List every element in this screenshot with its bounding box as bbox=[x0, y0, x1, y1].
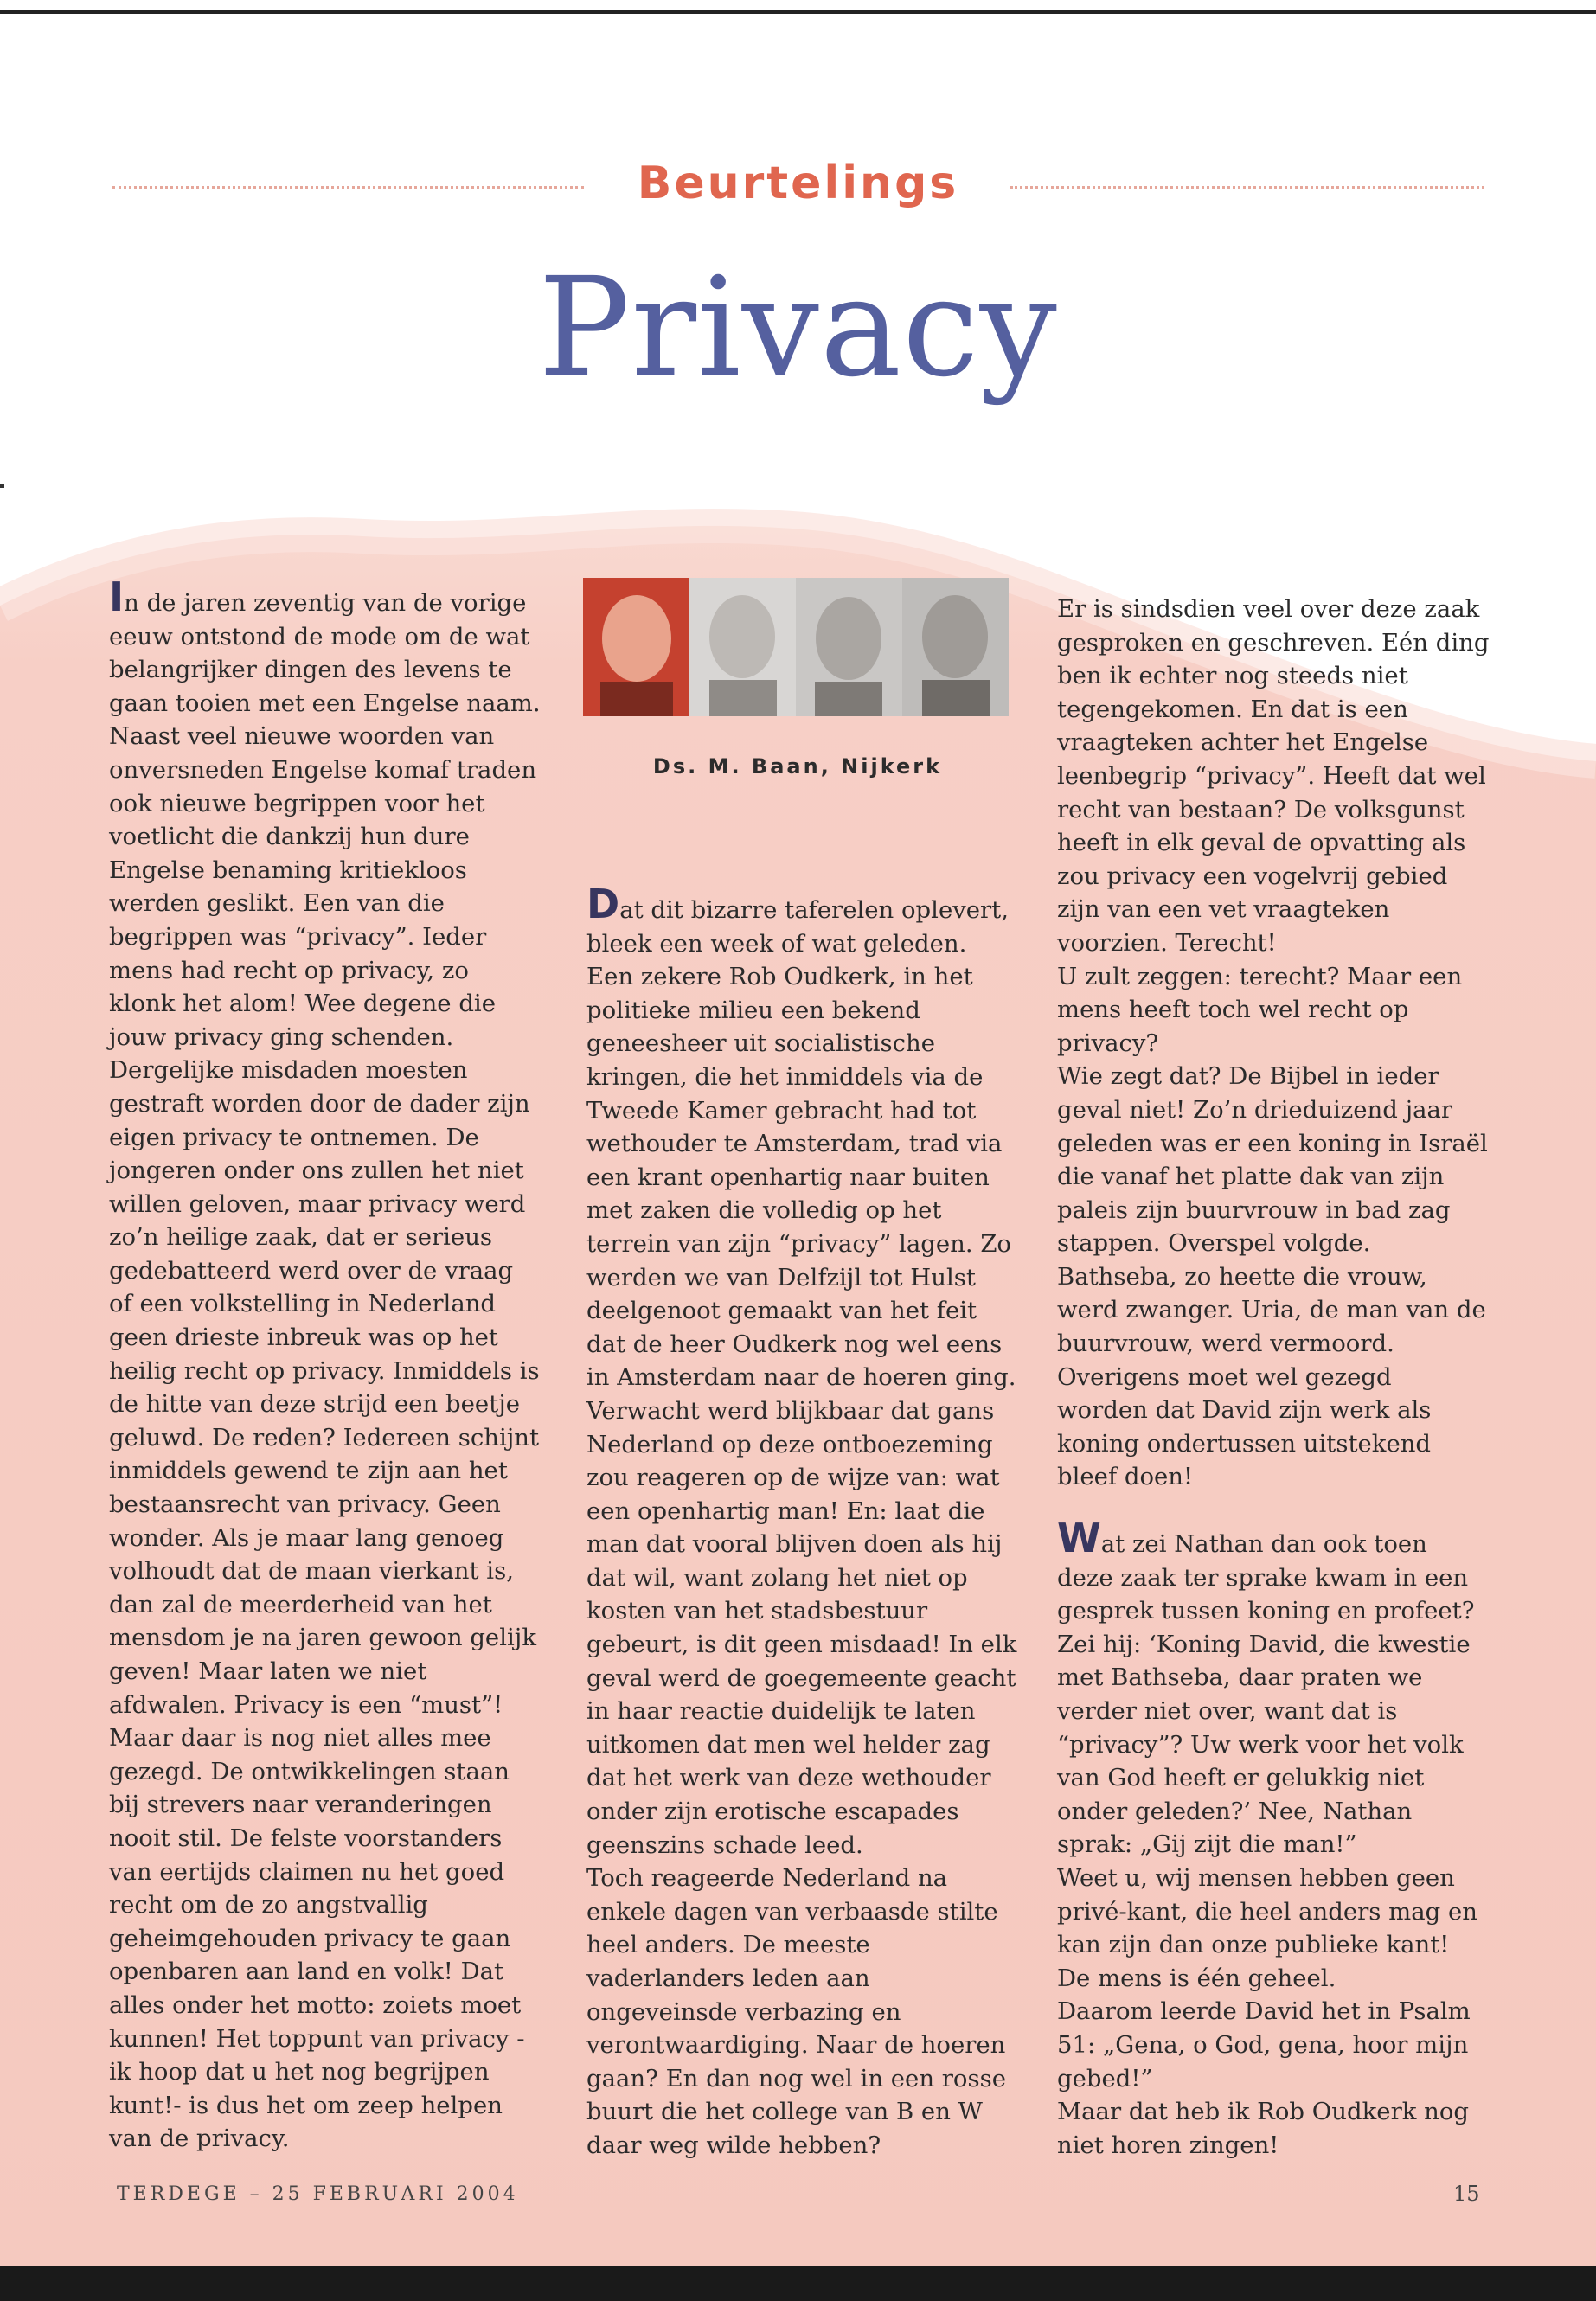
portrait-1 bbox=[583, 578, 689, 716]
paragraph-text: at zei Nathan dan ook toen deze zaak ter sprake kwam in een gesprek tussen koning en profeet? Zei hij: ‘Koning David, die kwestie met Bathseba, daar praten we verder niet over, want dat is “privacy”? Uw werk voor het volk van God heeft er gelukkig niet onder geleden?’ Nee, Nathan sprak: „Gij zijt die man!” bbox=[1057, 1530, 1475, 1859]
paragraph: U zult zeggen: terecht? Maar een mens heeft toch wel recht op privacy? bbox=[1057, 962, 1463, 1057]
paragraph bbox=[1057, 1515, 1490, 1862]
paragraph: Maar dat heb ik Rob Oudkerk nog niet horen zingen! bbox=[1057, 2098, 1469, 2159]
article-column-1 bbox=[109, 574, 542, 2156]
article-title: Privacy bbox=[538, 248, 1058, 407]
article-column-3 bbox=[1057, 593, 1490, 2162]
byline: Ds. M. Baan, Nijkerk bbox=[652, 754, 943, 779]
paragraph: Er is sindsdien veel over deze zaak gesproken en geschreven. Eén ding ben ik echter nog steeds niet tegengekomen. En dat is een vraagteken achter het Engelse leenbegrip “privacy”. Heeft dat wel recht van bestaan? De volksgunst heeft in elk geval de opvatting als zou privacy een vogelvrij gebied zijn van een vet vraagteken voorzien. Terecht! bbox=[1057, 595, 1490, 957]
author-portraits bbox=[583, 578, 1009, 716]
dropcap: W bbox=[1057, 1515, 1101, 1562]
article-column-2 bbox=[586, 881, 1019, 2163]
paragraph: Daarom leerde David het in Psalm 51: „Gena, o God, gena, hoor mijn gebed!” bbox=[1057, 1997, 1471, 2093]
portrait-4 bbox=[902, 578, 1009, 716]
paragraph-text: n de jaren zeventig van de vorige eeuw ontstond de mode om de wat belangrijker dingen des levens te gaan tooien met een Engelse naam. Naast veel nieuwe woorden van onversneden Engelse komaf traden ook nieuwe begrippen voor het voetlicht die dankzij hun dure Engelse benaming kritiekloos werden geslikt. Een van die begrippen was “privacy”. Ieder mens had recht op privacy, zo klonk het alom! Wee degene die jouw privacy ging schenden. Dergelijke misdaden moesten gestraft worden door de dader zijn eigen privacy te ontnemen. De jongeren onder ons zullen het niet willen geloven, maar privacy werd zo’n heilige zaak, dat er serieus gedebatteerd werd over de vraag of een volkstelling in Nederland geen drieste inbreuk was op het heilig recht op privacy. Inmiddels is de hitte van deze strijd een beetje geluwd. De reden? Iedereen schijnt inmiddels gewend te zijn aan het bestaansrecht van privacy. Geen wonder. Als je maar lang genoeg volhoudt dat de maan vierkant is, dan zal de meerderheid van het mensdom je na jaren gewoon gelijk geven! Maar laten we niet afdwalen. Privacy is een “must”! Maar daar is nog niet alles mee gezegd. De ontwikkelingen staan bij strevers naar veranderingen nooit stil. De felste voorstanders van eertijds claimen nu het goed recht om de zo angstvallig geheimgehouden privacy te gaan openbaren aan land en volk! Dat alles onder het motto: zoiets moet kunnen! Het toppunt van privacy -ik hoop dat u het nog begrijpen kunt!- is dus het om zeep helpen van de privacy. bbox=[109, 589, 541, 2153]
scan-edge-mark bbox=[0, 484, 4, 488]
footer-publication: TERDEGE – 25 FEBRUARI 2004 bbox=[117, 2183, 519, 2205]
paragraph bbox=[586, 881, 1019, 1862]
paragraph-text: at dit bizarre taferelen oplevert, bleek een week of wat geleden. Een zekere Rob Oudkerk, in het politieke milieu een bekend geneesheer uit socialistische kringen, die het inmiddels via de Tweede Kamer gebracht had tot wethouder te Amsterdam, trad via een krant openhartig naar buiten met zaken die volledig op het terrein van zijn “privacy” lagen. Zo werden we van Delfzijl tot Hulst deelgenoot gemaakt van het feit dat de heer Oudkerk nog wel eens in Amsterdam naar de hoeren ging. Verwacht werd blijkbaar dat gans Nederland op deze ontboezeming zou reageren op de wijze van: wat een openhartig man! En: laat die man dat vooral blijven doen als hij dat wil, want zolang het niet op kosten van het stadsbestuur gebeurt, is dit geen misdaad! In elk geval werd de goegemeente geacht in haar reactie duidelijk te laten uitkomen dat men wel helder zag dat het werk van deze wethouder onder zijn erotische escapades geenszins schade leed. bbox=[586, 896, 1017, 1859]
section-kicker: Beurtelings bbox=[637, 157, 959, 209]
paragraph: Toch reageerde Nederland na enkele dagen van verbaasde stilte heel anders. De meeste vaderlanders leden aan ongeveinsde verbazing en verontwaardiging. Naar de hoeren gaan? En dan nog wel in een rosse buurt die het college van B en W daar weg wilde hebben? bbox=[586, 1864, 1006, 2159]
scan-bottom-edge bbox=[0, 2266, 1596, 2301]
paragraph: Weet u, wij mensen hebben geen privé-kant, die heel anders mag en kan zijn dan onze publieke kant! De mens is één geheel. bbox=[1057, 1863, 1477, 1992]
paragraph: Wie zegt dat? De Bijbel in ieder geval niet! Zo’n drieduizend jaar geleden was er een koning in Israël die vanaf het platte dak van zijn paleis zijn buurvrouw in bad zag stappen. Overspel volgde. Bathseba, zo heette die vrouw, werd zwanger. Uria, de man van de buurvrouw, werd vermoord. Overigens moet wel gezegd worden dat David zijn werk als koning ondertussen uitstekend bleef doen! bbox=[1057, 1062, 1488, 1491]
portrait-2 bbox=[689, 578, 796, 716]
portrait-3 bbox=[796, 578, 902, 716]
dropcap: D bbox=[586, 881, 620, 927]
kicker-rule-right bbox=[1010, 186, 1484, 189]
page-number: 15 bbox=[1453, 2182, 1480, 2206]
kicker-rule-left bbox=[112, 186, 584, 189]
dropcap: I bbox=[109, 574, 125, 620]
paragraph bbox=[109, 574, 542, 2156]
